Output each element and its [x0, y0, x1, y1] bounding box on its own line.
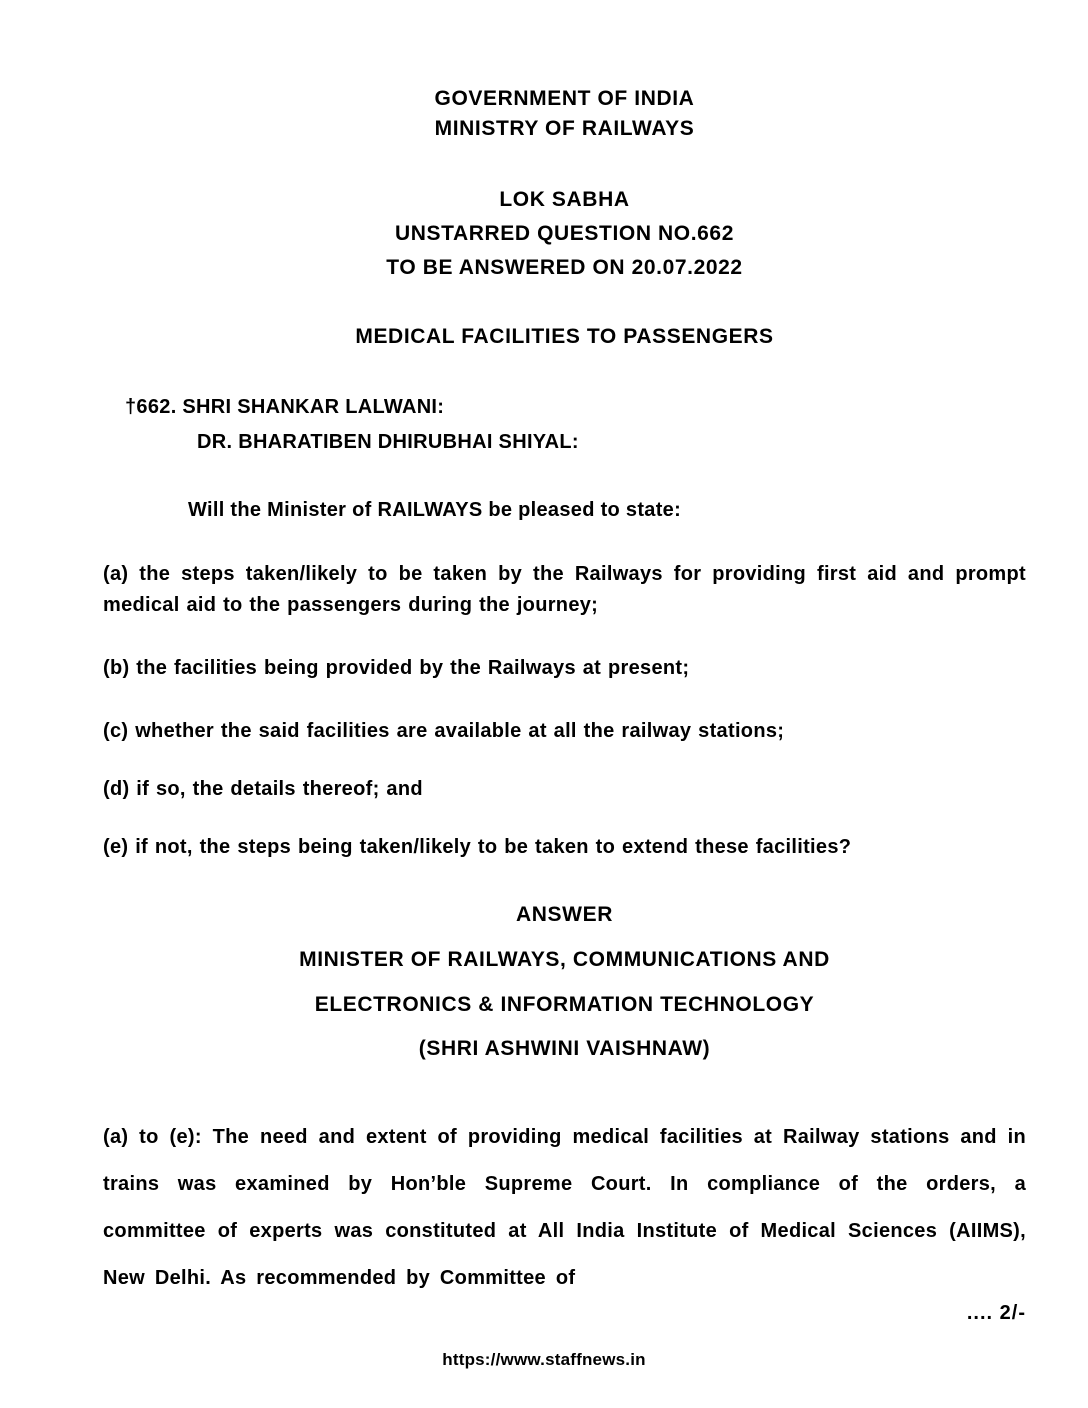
answer-heading: ANSWER: [516, 903, 613, 926]
question-item-e: (e) if not, the steps being taken/likely to be taken to extend these facilities?: [103, 836, 852, 858]
page-continuation-marker: .... 2/-: [966, 1302, 1026, 1324]
question-item-c: (c) whether the said facilities are available at all the railway stations;: [103, 720, 785, 742]
asker-line-1: †662. SHRI SHANKAR LALWANI:: [125, 396, 445, 418]
header-ministry-line: MINISTRY OF RAILWAYS: [434, 117, 695, 140]
house-title: LOK SABHA: [499, 188, 630, 211]
asker-line-2: DR. BHARATIBEN DHIRUBHAI SHIYAL:: [197, 431, 579, 453]
header-government-line: GOVERNMENT OF INDIA: [434, 87, 695, 110]
minister-title-line-3: (SHRI ASHWINI VAISHNAW): [418, 1037, 711, 1060]
preamble-text: Will the Minister of RAILWAYS be pleased to state:: [188, 499, 682, 521]
question-item-a: (a) the steps taken/likely to be taken by the Railways for providing first aid and prompt medical aid to the passengers during the journey;: [103, 563, 1026, 616]
answer-paragraph: (a) to (e): The need and extent of providing medical facilities at Railway stations and in trains was examined by Hon’ble Supreme Court. In compliance of the orders, a committee of experts was constituted at All India Institute of Medical Sciences (AIIMS), New Delhi. As recommended by Committee of: [103, 1126, 1026, 1289]
question-number: UNSTARRED QUESTION NO.662: [395, 222, 734, 245]
minister-title-line-1: MINISTER OF RAILWAYS, COMMUNICATIONS AND: [299, 948, 830, 971]
subject-title: MEDICAL FACILITIES TO PASSENGERS: [355, 325, 774, 348]
answer-date: TO BE ANSWERED ON 20.07.2022: [386, 256, 743, 279]
footer-url: https://www.staffnews.in: [442, 1350, 646, 1369]
minister-title-line-2: ELECTRONICS & INFORMATION TECHNOLOGY: [314, 993, 815, 1016]
question-item-b: (b) the facilities being provided by the Railways at present;: [103, 657, 690, 679]
question-item-d: (d) if so, the details thereof; and: [103, 778, 423, 800]
